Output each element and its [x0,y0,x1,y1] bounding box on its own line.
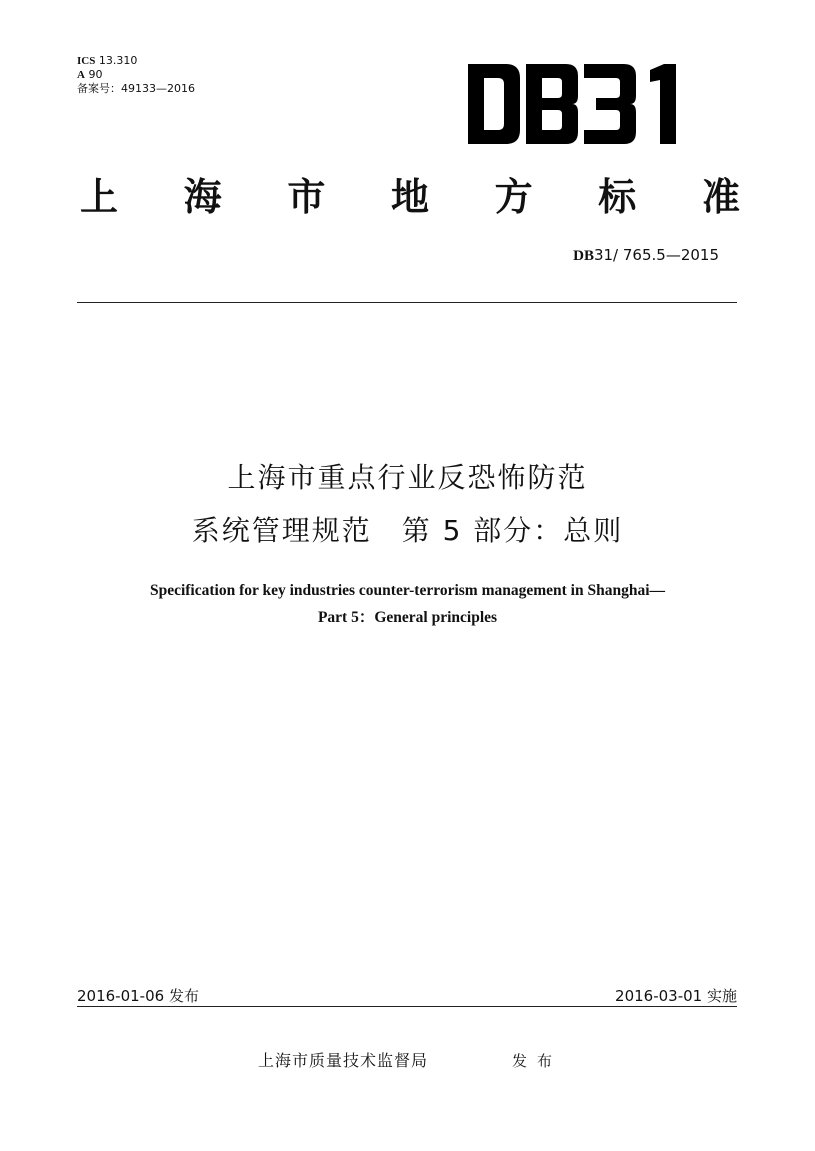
record-number: 备案号：49133—2016 [77,82,195,95]
standard-kind-char: 方 [494,175,533,219]
english-title-line-2: Part 5：General principles [317,609,498,626]
publish-date: 2016-01-06 发布 [77,987,199,1005]
standard-kind-char: 标 [598,175,637,219]
chinese-title-line-2: 系统管理规范 第 5 部分：总则 [191,514,624,547]
effective-date: 2016-03-01 实施 [615,987,737,1005]
issuing-authority: 上海市质量技术监督局 [258,1051,429,1070]
issue-label: 发布 [512,1052,563,1070]
ics-code: ICS 13.310 [77,54,138,67]
bottom-divider [77,1006,737,1007]
standard-kind-char: 海 [183,175,222,219]
standard-kind-char: 市 [287,175,326,219]
english-title-line-1: Specification for key industries counter-terrorism management in Shanghai— [149,582,666,599]
standard-kind-char: 准 [701,175,740,219]
standard-number: DB31/ 765.5—2015 [573,246,719,264]
chinese-title-line-1: 上海市重点行业反恐怖防范 [227,461,588,494]
standard-kind-char: 上 [80,175,119,219]
top-divider [77,302,737,303]
standard-kind-heading [80,166,740,221]
classification-code: A 90 [77,68,103,81]
db31-logo [468,64,692,144]
standard-kind-char: 地 [390,175,429,219]
document-metadata [77,54,195,96]
